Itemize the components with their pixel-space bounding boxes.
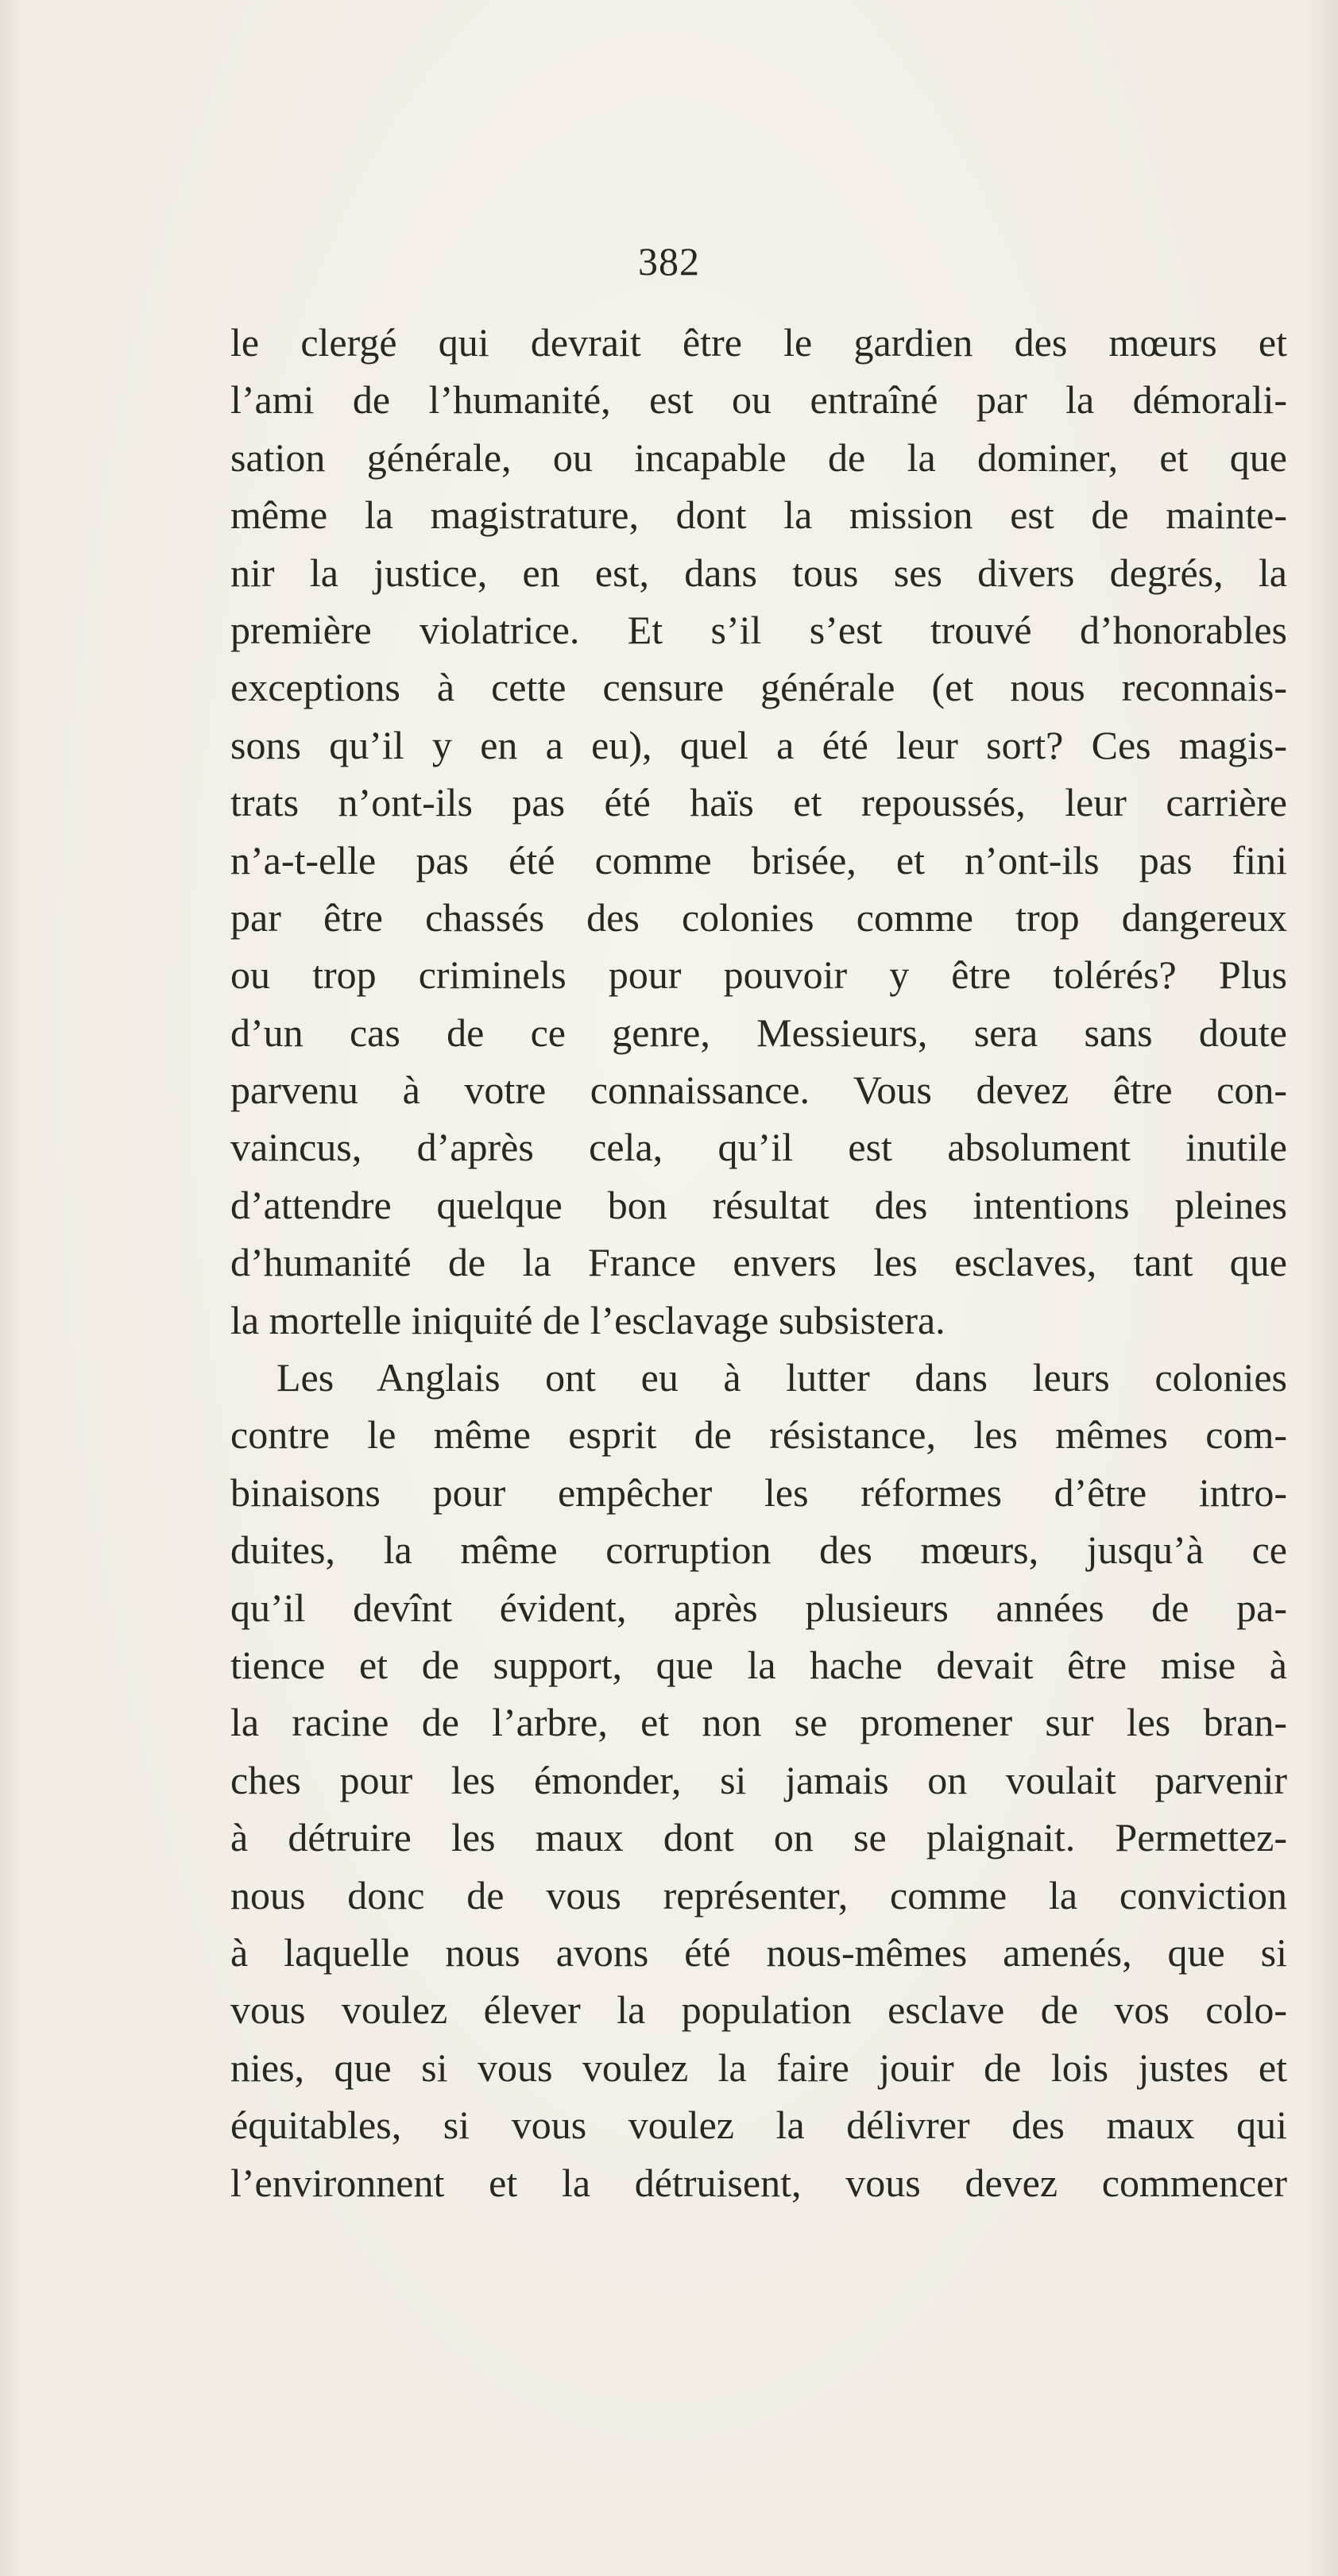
text-line: par être chassés des colonies comme trop dangereux — [230, 894, 1287, 940]
text-line: parvenu à votre connaissance. Vous devez être con- — [230, 1068, 1287, 1113]
text-line: n’a-t-elle pas été comme brisée, et n’ont-ils pas fini — [230, 837, 1287, 882]
text-line: vous voulez élever la population esclave de vos colo- — [230, 1987, 1287, 2033]
text-line: ches pour les émonder, si jamais on voulait parvenir — [230, 1757, 1287, 1802]
text-line: l’ami de l’humanité, est ou entraîné par la démorali- — [230, 377, 1287, 423]
body-text — [230, 314, 1287, 2211]
paragraph-end-line: la mortelle iniquité de l’esclavage subsistera. — [230, 1297, 945, 1342]
page-number: 382 — [638, 239, 700, 284]
text-line: nir la justice, en est, dans tous ses divers degrés, la — [230, 550, 1287, 595]
text-line: d’humanité de la France envers les esclaves, tant que — [230, 1240, 1287, 1285]
paragraph-start-line: Les Anglais ont eu à lutter dans leurs colonies — [276, 1355, 1287, 1400]
text-line: même la magistrature, dont la mission est de mainte- — [230, 492, 1287, 538]
text-line: tience et de support, que la hache devait être mise à — [230, 1642, 1287, 1687]
text-line: ou trop criminels pour pouvoir y être tolérés? Plus — [230, 952, 1287, 998]
text-line: l’environnent et la détruisent, vous devez commencer — [230, 2160, 1287, 2205]
text-line: à détruire les maux dont on se plaignait. Permettez- — [230, 1815, 1287, 1860]
text-line: nous donc de vous représenter, comme la conviction — [230, 1872, 1287, 1918]
text-line: trats n’ont-ils pas été haïs et repoussés, leur carrière — [230, 780, 1287, 825]
text-line: à laquelle nous avons été nous-mêmes amenés, que si — [230, 1929, 1287, 1975]
text-line: sons qu’il y en a eu), quel a été leur sort? Ces magis- — [230, 722, 1287, 767]
text-line: d’un cas de ce genre, Messieurs, sera sans doute — [230, 1010, 1287, 1055]
text-line: première violatrice. Et s’il s’est trouvé d’honorables — [230, 607, 1287, 652]
text-line: qu’il devînt évident, après plusieurs années de pa- — [230, 1585, 1287, 1630]
text-line: duites, la même corruption des mœurs, jusqu’à ce — [230, 1527, 1287, 1573]
text-line: nies, que si vous voulez la faire jouir de lois justes et — [230, 2045, 1287, 2090]
text-line: vaincus, d’après cela, qu’il est absolument inutile — [230, 1125, 1287, 1170]
text-line: sation générale, ou incapable de la dominer, et que — [230, 434, 1287, 480]
text-line: la racine de l’arbre, et non se promener sur les bran- — [230, 1700, 1287, 1745]
text-line: le clergé qui devrait être le gardien des mœurs et — [230, 320, 1287, 365]
text-line: contre le même esprit de résistance, les mêmes com- — [230, 1412, 1287, 1458]
text-line: équitables, si vous voulez la délivrer des maux qui — [230, 2103, 1287, 2148]
text-line: d’attendre quelque bon résultat des intentions pleines — [230, 1182, 1287, 1227]
text-line: binaisons pour empêcher les réformes d’être intro- — [230, 1470, 1287, 1515]
text-line: exceptions à cette censure générale (et nous reconnais- — [230, 665, 1287, 710]
